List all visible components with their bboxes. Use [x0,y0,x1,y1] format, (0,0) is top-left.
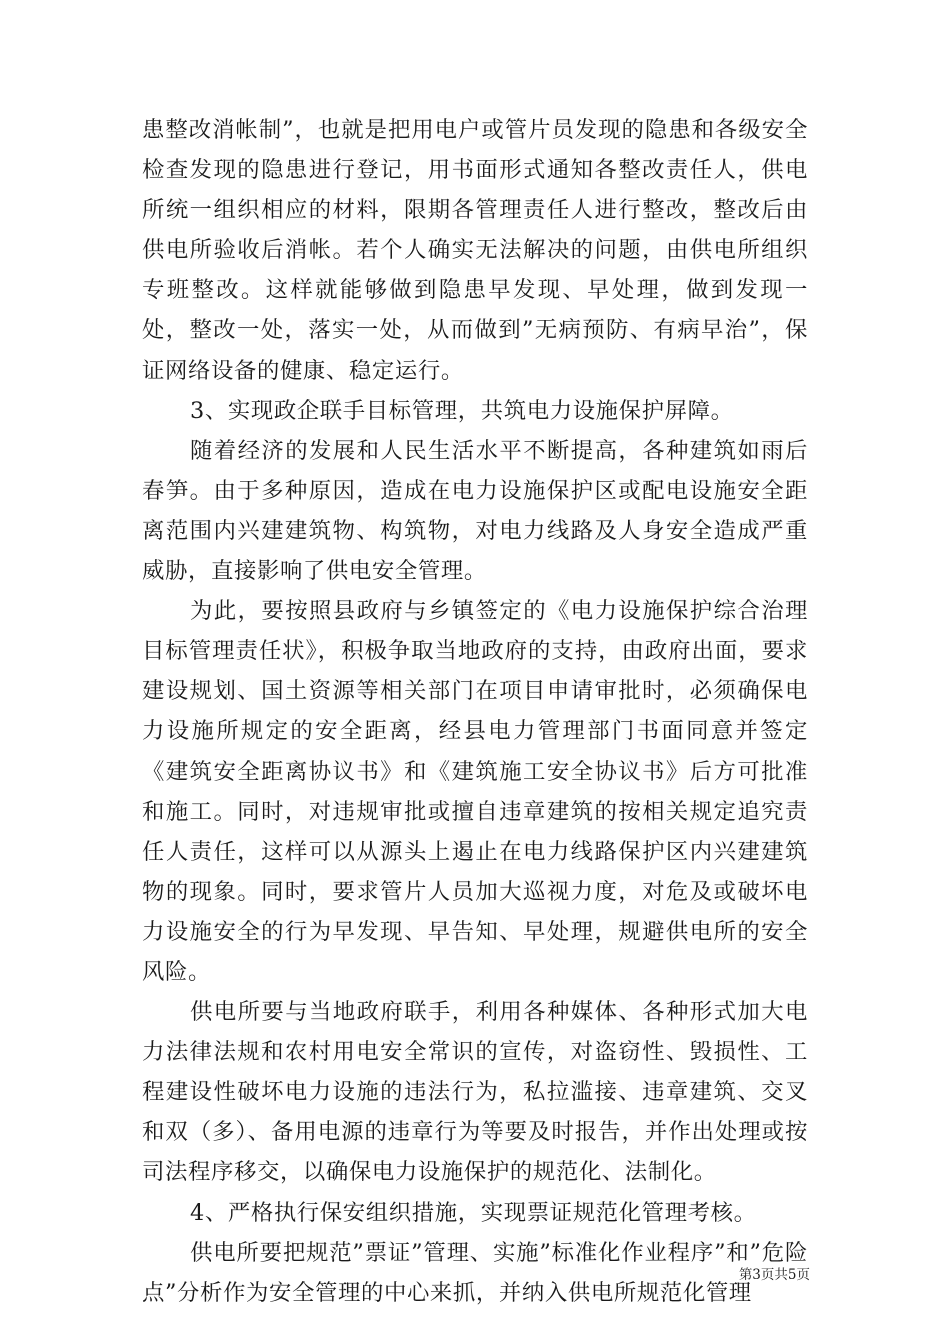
paragraph-5: 供电所要与当地政府联手，利用各种媒体、各种形式加大电力法律法规和农村用电安全常识的宣传，对盗窃性、毁损性、工程建设性破坏电力设施的违法行为，私拉滥接、违章建筑、交叉和双（多）、备用电源的违章行为等要及时报告，并作出处理或按司法程序移交，以确保电力设施保护的规范化、法制化。 [142,999,808,1186]
paragraph-2-heading: 3、实现政企联手目标管理，共筑电力设施保护屏障。 [190,397,734,424]
paragraph-3: 随着经济的发展和人民生活水平不断提高，各种建筑如雨后春笋。由于多种原因，造成在电力设施保护区或配电设施安全距离范围内兴建建筑物、构筑物，对电力线路及人身安全造成严重威胁，直接影响了供电安全管理。 [142,437,808,585]
paragraph-7: 供电所要把规范”票证”管理、实施”标准化作业程序”和”危险点”分析作为安全管理的中心来抓，并纳入供电所规范化管理 [142,1239,808,1306]
paragraph-6-heading: 4、严格执行保安组织措施，实现票证规范化管理考核。 [190,1199,757,1226]
paragraph-4: 为此，要按照县政府与乡镇签定的《电力设施保护综合治理目标管理责任状》，积极争取当地政府的支持，由政府出面，要求建设规划、国土资源等相关部门在项目申请审批时，必须确保电力设施所规定的安全距离，经县电力管理部门书面同意并签定《建筑安全距离协议书》和《建筑施工安全协议书》后方可批准和施工。同时，对违规审批或擅自违章建筑的按相关规定追究责任人责任，这样可以从源头上遏止在电力线路保护区内兴建建筑物的现象。同时，要求管片人员加大巡视力度，对危及或破坏电力设施安全的行为早发现、早告知、早处理，规避供电所的安全风险。 [142,598,808,985]
document-body [142,110,808,1313]
paragraph-1: 患整改消帐制”，也就是把用电户或管片员发现的隐患和各级安全检查发现的隐患进行登记，用书面形式通知各整改责任人，供电所统一组织相应的材料，限期各管理责任人进行整改，整改后由供电所验收后消帐。若个人确实无法解决的问题，由供电所组织专班整改。这样就能够做到隐患早发现、早处理，做到发现一处，整改一处，落实一处，从而做到”无病预防、有病早治”，保证网络设备的健康、稳定运行。 [142,117,808,384]
page-number-footer: 第3页共5页 [738,1267,810,1283]
